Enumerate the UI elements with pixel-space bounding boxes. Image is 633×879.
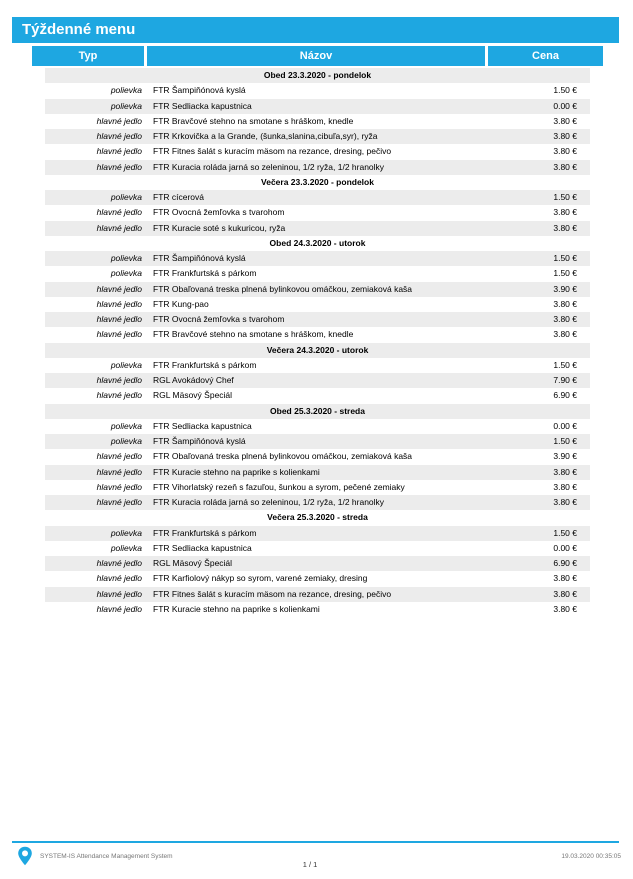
footer-divider: [12, 841, 619, 843]
dish-type: polievka: [110, 100, 142, 111]
footer-timestamp: 19.03.2020 00:35:05: [561, 853, 621, 860]
dish-type: polievka: [110, 253, 142, 263]
dish-price: 0.00 €: [553, 420, 577, 431]
dish-price: 3.80 €: [553, 161, 577, 172]
dish-name: FTR Vihorlatský rezeň s fazuľou, šunkou a syrom, pečené zemiaky: [153, 481, 405, 492]
dish-price: 3.80 €: [553, 603, 577, 614]
page-number: 1 / 1: [302, 860, 318, 869]
table-row: [45, 526, 590, 541]
dish-price: 3.80 €: [553, 298, 577, 309]
dish-price: 3.80 €: [553, 115, 577, 126]
table-row: [45, 495, 590, 510]
dish-type: hlavné jedlo: [96, 329, 142, 340]
section-header: Obed 23.3.2020 - pondelok: [45, 68, 590, 83]
dish-type: hlavné jedlo: [96, 466, 142, 477]
dish-name: FTR Bravčové stehno na smotane s hráškom, knedle: [153, 115, 354, 126]
table-row: [45, 83, 590, 98]
dish-name: FTR Karfiolový nákyp so syrom, varené zemiaky, dresing: [153, 573, 368, 584]
dish-name: RGL Mäsový Špeciál: [153, 390, 233, 401]
table-row: [45, 160, 590, 175]
dish-price: 0.00 €: [553, 100, 577, 111]
table-row: [45, 419, 590, 434]
dish-name: FTR Fitnes šalát s kuracím mäsom na rezance, dresing, pečivo: [153, 146, 392, 157]
table-row: [45, 282, 590, 297]
dish-price: 3.80 €: [553, 481, 577, 492]
dish-type: hlavné jedlo: [96, 115, 142, 126]
dish-price: 3.80 €: [553, 497, 577, 507]
dish-price: 3.80 €: [553, 146, 577, 157]
dish-name: FTR Kuracia roláda jarná so zeleninou, 1/2 ryža, 1/2 hranolky: [153, 161, 385, 172]
table-row: [45, 129, 590, 144]
dish-name: FTR Šampiňónová kyslá: [153, 85, 246, 96]
dish-price: 3.80 €: [553, 588, 577, 599]
dish-type: hlavné jedlo: [96, 573, 142, 584]
dish-name: FTR Sedliacka kapustnica: [153, 100, 252, 111]
dish-name: FTR Frankfurtská s párkom: [153, 527, 257, 538]
dish-price: 3.90 €: [553, 283, 577, 294]
dish-price: 1.50 €: [553, 85, 577, 96]
dish-type: hlavné jedlo: [96, 375, 142, 385]
dish-type: polievka: [110, 527, 142, 538]
dish-type: hlavné jedlo: [96, 451, 142, 462]
dish-name: FTR Bravčové stehno na smotane s hráškom, knedle: [153, 329, 354, 340]
dish-type: polievka: [110, 542, 142, 553]
table-row: [45, 327, 590, 342]
dish-name: FTR Sedliacka kapustnica: [153, 542, 252, 553]
dish-name: FTR Frankfurtská s párkom: [153, 359, 257, 370]
dish-price: 3.80 €: [553, 573, 577, 584]
dish-name: FTR Šampiňónová kyslá: [153, 436, 246, 446]
menu-table: [45, 68, 590, 617]
dish-name: FTR Fitnes šalát s kuracím mäsom na rezance, dresing, pečivo: [153, 588, 392, 599]
dish-type: hlavné jedlo: [96, 131, 142, 141]
page-title: Týždenné menu: [12, 17, 619, 43]
table-row: [45, 465, 590, 480]
dish-type: hlavné jedlo: [96, 207, 142, 218]
table-row: [45, 571, 590, 586]
dish-type: hlavné jedlo: [96, 283, 142, 294]
dish-type: polievka: [110, 436, 142, 446]
section-header: Obed 24.3.2020 - utorok: [269, 237, 366, 248]
dish-type: polievka: [110, 268, 142, 279]
dish-type: hlavné jedlo: [96, 481, 142, 492]
dish-type: polievka: [110, 192, 142, 202]
dish-price: 3.80 €: [553, 329, 577, 340]
column-header-price[interactable]: Cena: [488, 46, 603, 66]
dish-name: FTR Obaľovaná treska plnená bylinkovou omáčkou, zemiaková kaša: [153, 451, 413, 462]
dish-name: FTR Krkovička a la Grande, (šunka,slanina,cibuľa,syr), ryža: [153, 131, 378, 141]
table-row: [45, 205, 590, 220]
dish-price: 3.80 €: [553, 222, 577, 233]
dish-type: hlavné jedlo: [96, 222, 142, 233]
dish-price: 1.50 €: [553, 527, 577, 538]
table-row: [45, 434, 590, 449]
dish-price: 3.80 €: [553, 131, 577, 141]
table-row: [45, 556, 590, 571]
dish-type: hlavné jedlo: [96, 390, 142, 401]
section-header: Večera 23.3.2020 - pondelok: [261, 176, 374, 187]
dish-price: 6.90 €: [553, 558, 577, 568]
dish-type: hlavné jedlo: [96, 146, 142, 157]
dish-type: hlavné jedlo: [96, 497, 142, 507]
footer-system-name: SYSTEM-IS Attendance Management System: [40, 853, 173, 860]
dish-name: FTR Kuracie stehno na paprike s kolienkami: [153, 603, 320, 614]
dish-type: hlavné jedlo: [96, 558, 142, 568]
dish-price: 3.80 €: [553, 314, 577, 324]
dish-name: FTR Kuracia roláda jarná so zeleninou, 1/2 ryža, 1/2 hranolky: [153, 497, 385, 507]
dish-type: hlavné jedlo: [96, 298, 142, 309]
table-row: [45, 480, 590, 495]
dish-type: hlavné jedlo: [96, 314, 142, 324]
dish-price: 1.50 €: [553, 253, 577, 263]
dish-price: 3.80 €: [553, 466, 577, 477]
table-row: [45, 221, 590, 236]
dish-type: hlavné jedlo: [96, 588, 142, 599]
table-row: [45, 388, 590, 403]
table-row: [45, 266, 590, 281]
dish-name: FTR Kung-pao: [153, 298, 209, 309]
dish-name: FTR Kuracie stehno na paprike s kolienkami: [153, 466, 320, 477]
section-header: Obed 25.3.2020 - streda: [45, 404, 590, 419]
dish-name: RGL Mäsový Špeciál: [153, 558, 233, 568]
dish-type: polievka: [110, 420, 142, 431]
table-row: [45, 587, 590, 602]
dish-name: FTR Šampiňónová kyslá: [153, 253, 246, 263]
table-row: [45, 251, 590, 266]
dish-name: FTR Ovocná žemľovka s tvarohom: [153, 314, 285, 324]
section-header: Večera 24.3.2020 - utorok: [45, 343, 590, 358]
table-row: [45, 144, 590, 159]
dish-price: 0.00 €: [553, 542, 577, 553]
dish-name: FTR cícerová: [153, 192, 205, 202]
dish-type: hlavné jedlo: [96, 161, 142, 172]
dish-price: 1.50 €: [553, 359, 577, 370]
table-row: [45, 449, 590, 464]
dish-type: polievka: [110, 359, 142, 370]
column-header-type[interactable]: Typ: [32, 46, 144, 66]
dish-name: FTR Ovocná žemľovka s tvarohom: [153, 207, 285, 218]
table-row: [45, 312, 590, 327]
dish-price: 7.90 €: [553, 375, 577, 385]
table-row: [45, 602, 590, 617]
dish-price: 3.90 €: [553, 451, 577, 462]
table-row: [45, 358, 590, 373]
dish-price: 1.50 €: [553, 192, 577, 202]
dish-name: FTR Sedliacka kapustnica: [153, 420, 252, 431]
dish-name: FTR Kuracie soté s kukuricou, ryža: [153, 222, 286, 233]
table-row: [45, 190, 590, 205]
dish-type: hlavné jedlo: [96, 603, 142, 614]
dish-price: 6.90 €: [553, 390, 577, 401]
table-row: [45, 114, 590, 129]
dish-name: RGL Avokádový Chef: [153, 375, 234, 385]
dish-price: 1.50 €: [553, 436, 577, 446]
dish-type: polievka: [110, 85, 142, 96]
table-row: [45, 99, 590, 114]
dish-price: 1.50 €: [553, 268, 577, 279]
dish-name: FTR Frankfurtská s párkom: [153, 268, 257, 279]
dish-name: FTR Obaľovaná treska plnená bylinkovou omáčkou, zemiaková kaša: [153, 283, 413, 294]
location-pin-icon: [17, 846, 33, 866]
section-header: Večera 25.3.2020 - streda: [267, 512, 368, 523]
column-header-name[interactable]: Názov: [147, 46, 485, 66]
table-row: [45, 373, 590, 388]
table-row: [45, 541, 590, 556]
dish-price: 3.80 €: [553, 207, 577, 218]
table-row: [45, 297, 590, 312]
